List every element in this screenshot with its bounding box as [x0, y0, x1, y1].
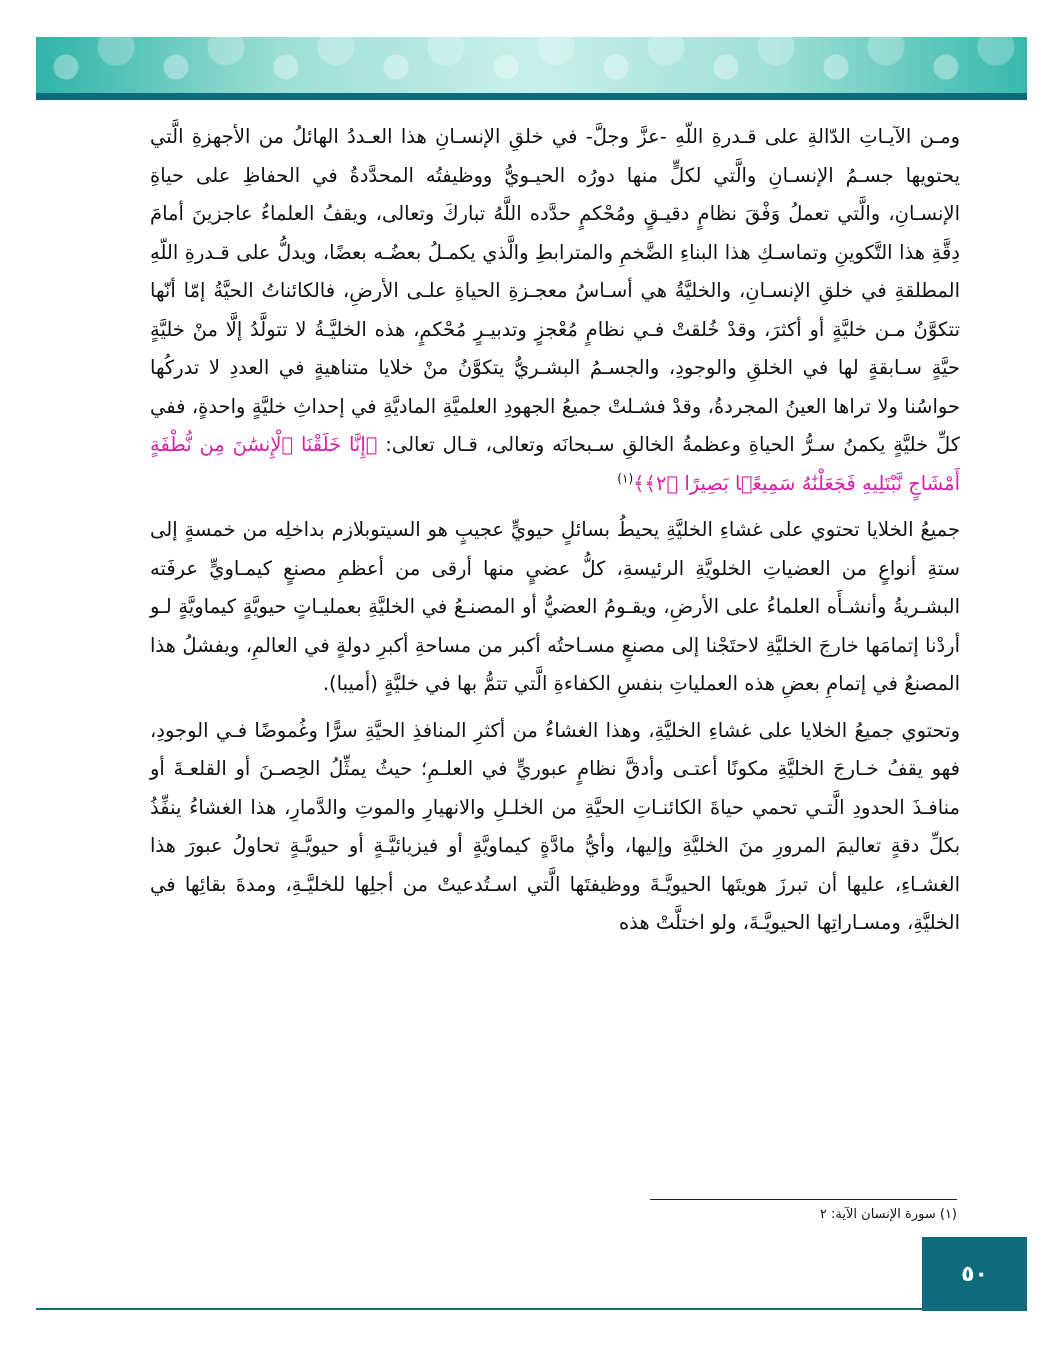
footnote-divider: [650, 1199, 957, 1200]
paragraph-1-text: ومـن الآيـاتِ الدّالةِ على قـدرةِ اللّهِ -عزَّ وجلَّ- في خلقِ الإنسـانِ هذا العـددُ الهائلُ من الأجهزةِ الَّتي يحتويها جسـمُ الإنسـانِ والَّتي لكلٍّ منها دورُه الحيـويُّ ووظيفتُه المحدَّدةُ في الحفاظِ على حياةِ الإنسـانِ، والَّتي تعملُ وَفْقَ نظامٍ دقيـقٍ ومُحْكمٍ حدَّده اللَّهُ تباركَ وتعالى، ويقفُ العلماءُ عاجزينَ أمامَ دِقَّةِ هذا التَّكوينِ وتماسـكِ هذا البناءِ الضَّخمِ والمترابطِ والَّذي يكمـلُ بعضُـه بعضًا، ويدلُّ على قـدرةِ اللّهِ المطلقةِ في خلقِ الإنسـانِ، والخليَّةُ هي أسـاسُ معجـزةِ الحياةِ علـى الأرضِ، فالكائناتُ الحيَّةُ إمّا أنّها تتكوَّنُ مـن خليَّةٍ أو أكثرَ، وقدْ خُلقتْ فـي نظامٍ مُعْجزٍ وتدبيـرٍ مُحْكمٍ، هذه الخليَّـةُ لا تتولَّدُ إلَّا منْ خليَّةٍ حيَّةٍ سـابقةٍ لها في الخلقِ والوجودِ، والجسـمُ البشـريُّ يتكوَّنُ منْ خلايا متناهيةٍ في العددِ لا تدركُها حواسُنا ولا تراها العينُ المجردةُ، وقدْ فشـلتْ جميعُ الجهودِ العلميَّةِ الماديَّةِ في إحداثِ خليَّةٍ واحدةٍ، ففي كلِّ خليَّةٍ يكمنُ سـرُّ الحياةِ وعظمةُ الخالقِ سـبحانَه وتعالى، قـال تعالى:: [150, 125, 960, 456]
quran-verse: ﴿إِنَّا خَلَقْنَا ٱلْإِنسَٰنَ مِن نُّطْفَةٍ أَمْشَاجٍ نَّبْتَلِيهِ فَجَعَلْنَٰهُ سَمِيعًۢا بَصِيرًا ﴿٢﴾﴾: [150, 433, 960, 495]
footnote-reference[interactable]: (١): [617, 471, 634, 485]
page-number-tab: [922, 1237, 1027, 1311]
paragraph-1: [150, 118, 960, 503]
footer-rule: [36, 1308, 922, 1310]
header-banner: [36, 37, 1027, 93]
arabesque-pattern: [36, 37, 1027, 93]
paragraph-2: جميعُ الخلايا تحتوي على غشاءِ الخليَّةِ يحيطُ بسائلٍ حيويٍّ عجيبٍ هو السيتوبلازم بداخلِه من خمسةٍ إلى ستةِ أنواعٍ من العضياتِ الخلويَّةِ الرئيسةِ، كلُّ عضيٍ منها أرقى من أعظمِ مصنعٍ كيمـاويٍّ عرفَته البشـريةُ وأنشـأَه العلماءُ على الأرضِ، ويقـومُ العضيُّ أو المصنـعُ في الخليَّةِ بعمليـاتٍ حيويَّةٍ كيماويَّةٍ لـو أردْنا إتمامَها خارجَ الخليَّةِ لاحتَجْنا إلى مصنعٍ مسـاحتُه أكبر من مساحةِ أكبرِ دولةٍ في العالمِ، ويفشلُ هذا المصنعُ في إتمامِ بعضِ هذه العملياتِ بنفسِ الكفاءةِ الَّتي تتمُّ بها في خليَّةٍ (أميبا).: [150, 518, 960, 695]
header-bar: [36, 93, 1027, 100]
paragraph-3: وتحتوي جميعُ الخلايا على غشاءِ الخليَّةِ، وهذا الغشاءُ من أكثرِ المنافذِ الحيَّةِ سرًّا وغُموضًا فـي الوجودِ، فهو يقفُ خـارجَ الخليَّةِ مكونًا أعتـى وأدقَّ نظامٍ عبوريٍّ في العلـمِ؛ حيثُ يمثِّلُ الحِصـنَ أو القلعـةَ أو منافـذَ الحدودِ الَّتـي تحمي حياةَ الكائنـاتِ الحيَّةِ من الخلـلِ والانهيارِ والموتِ والدَّمارِ، هذا الغشاءُ ينفِّذُ بكلِّ دقةٍ تعاليمَ المرورِ منَ الخليَّةِ وإليها، وأيُّ مادَّةٍ كيماويَّةٍ أو فيزيائيَّـةٍ أو حيويَّـةٍ تحاولُ عبورَ هذا الغشـاءِ، عليها أن تبرزَ هويتَها الحيويَّـةَ ووظيفتَها الَّتي اسـتُدعيتْ من أجلِها للخليَّـةِ، ومدةَ بقائِها في الخليَّةِ، ومسـاراتِها الحيويَّـةَ، ولو اختلَّتْ هذه: [150, 718, 960, 934]
footnote: (١) سورة الإنسان الآية: ٢: [819, 1207, 957, 1222]
page-number: ٥٠: [961, 1261, 988, 1287]
body-text: [150, 118, 960, 951]
